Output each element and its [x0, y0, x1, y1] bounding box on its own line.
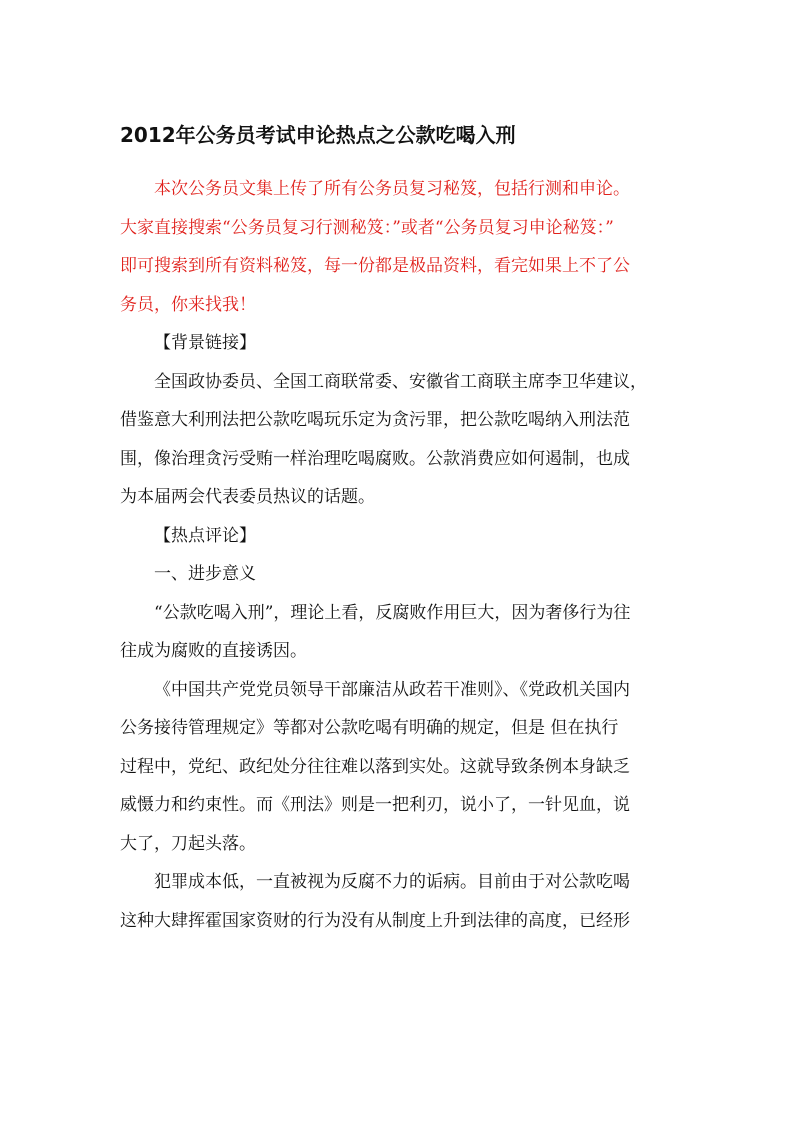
- paragraph-line: 大了，刀起头落。: [120, 833, 256, 854]
- notice-line: 大家直接搜索“公务员复习行测秘笈：”或者“公务员复习申论秘笈：”: [120, 217, 614, 238]
- paragraph-line: 威慑力和约束性。而《刑法》则是一把利刃，说小了，一针见血，说: [120, 795, 630, 815]
- paragraph-line: 这种大肆挥霍国家资财的行为没有从制度上升到法律的高度，已经形: [120, 910, 630, 931]
- paragraph-line: 犯罪成本低，一直被视为反腐不力的诟病。目前由于对公款吃喝: [154, 872, 630, 892]
- paragraph-line: “公款吃喝入刑”，理论上看，反腐败作用巨大，因为奢侈行为往: [154, 602, 631, 623]
- paragraph-line: 公务接待管理规定》等都对公款吃喝有明确的规定，但是 但在执行: [120, 718, 619, 738]
- paragraph-3: [120, 863, 678, 940]
- subheading-progress: 一、进步意义: [154, 564, 256, 584]
- notice-line: 务员，你来找我！: [120, 294, 256, 315]
- background-paragraph: [120, 363, 678, 517]
- notice-line: 本次公务员文集上传了所有公务员复习秘笈，包括行测和申论。: [154, 179, 630, 199]
- section-heading-background: 【背景链接】: [154, 333, 256, 353]
- paragraph-line: 过程中，党纪、政纪处分往往难以落到实处。这就导致条例本身缺乏: [120, 756, 630, 777]
- notice-line: 即可搜索到所有资料秘笈，每一份都是极品资料，看完如果上不了公: [120, 256, 630, 276]
- notice-paragraph: [120, 170, 678, 324]
- section-heading-comment: 【热点评论】: [154, 525, 256, 546]
- paragraph-line: 《中国共产党党员领导干部廉洁从政若干准则》、《党政机关国内: [154, 679, 630, 700]
- paragraph-1: [120, 594, 678, 671]
- paragraph-line: 借鉴意大利刑法把公款吃喝玩乐定为贪污罪，把公款吃喝纳入刑法范: [120, 410, 630, 430]
- paragraph-line: 围，像治理贪污受贿一样治理吃喝腐败。公款消费应如何遏制，也成: [120, 448, 630, 469]
- paragraph-line: 全国政协委员、全国工商联常委、安徽省工商联主席李卫华建议，: [154, 371, 647, 392]
- document-title: 2012年公务员考试申论热点之公款吃喝入刑: [120, 123, 516, 147]
- paragraph-2: [120, 671, 678, 864]
- paragraph-line: 往成为腐败的直接诱因。: [120, 641, 307, 661]
- paragraph-line: 为本届两会代表委员热议的话题。: [120, 487, 375, 507]
- document-body: [120, 170, 678, 940]
